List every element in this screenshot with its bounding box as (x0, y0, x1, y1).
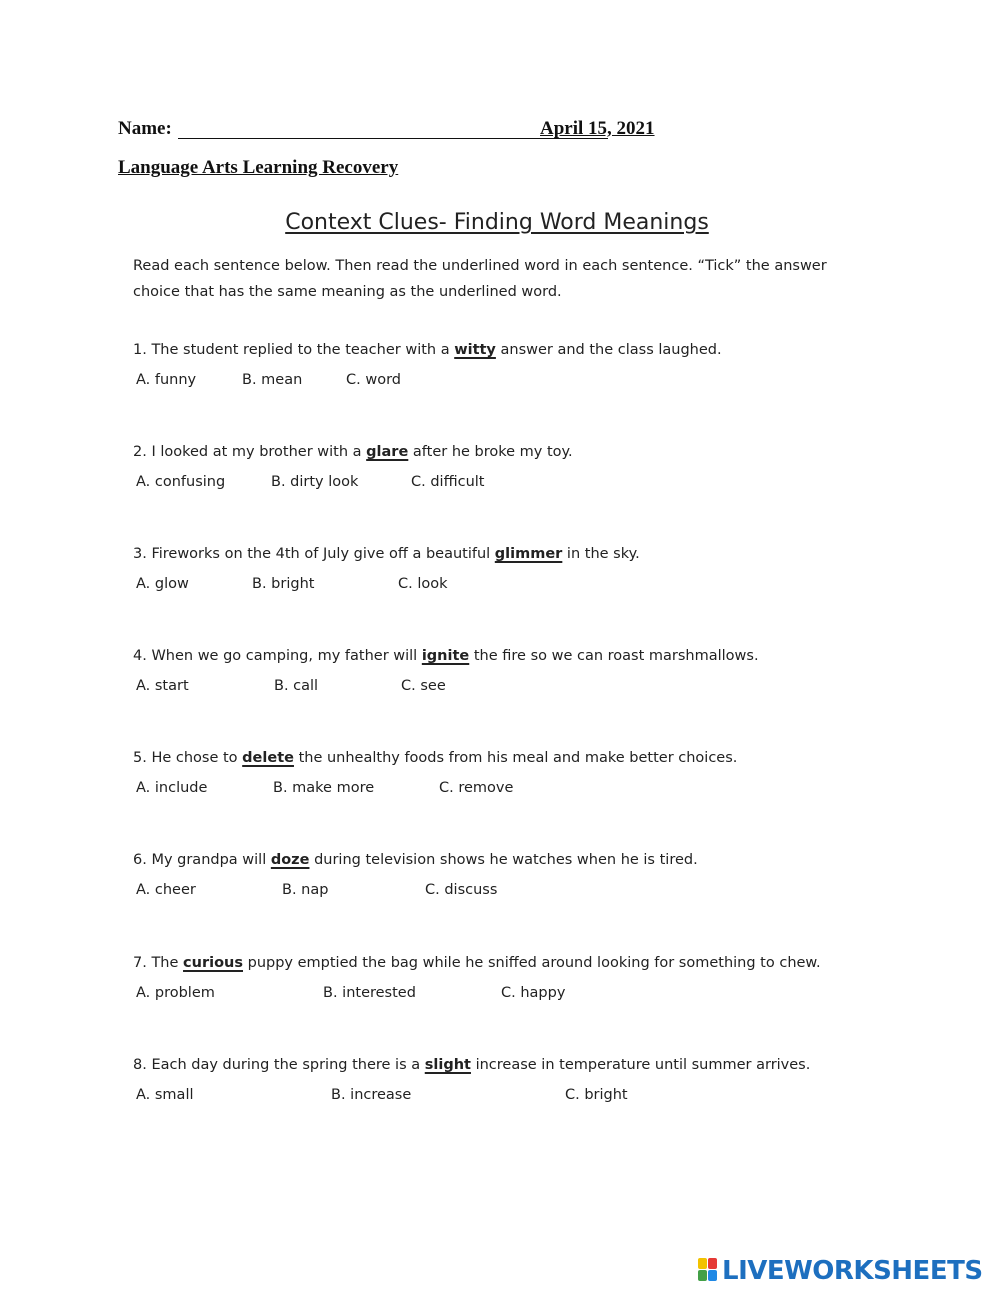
stem-post: the fire so we can roast marshmallows. (469, 648, 759, 664)
stem-post: the unhealthy foods from his meal and make better choices. (293, 750, 738, 766)
question-7 (133, 955, 893, 1005)
option-c[interactable]: C. remove (439, 780, 514, 796)
page-title-text: Context Clues- Finding Word Meanings (285, 210, 709, 235)
question-stem (133, 342, 893, 358)
option-b[interactable]: B. nap (282, 882, 329, 898)
question-2 (133, 444, 893, 494)
option-a[interactable]: A. cheer (136, 882, 196, 898)
option-a[interactable]: A. start (136, 678, 189, 694)
stem-pre: 6. My grandpa will (133, 852, 271, 868)
option-c[interactable]: C. discuss (425, 882, 498, 898)
question-8 (133, 1057, 893, 1107)
option-a[interactable]: A. small (136, 1087, 194, 1103)
stem-post: puppy emptied the bag while he sniffed around looking for something to chew. (243, 955, 821, 971)
underlined-word: witty (454, 342, 496, 358)
option-b[interactable]: B. dirty look (271, 474, 359, 490)
question-stem (133, 750, 893, 766)
answer-options (133, 678, 893, 698)
stem-pre: 5. He chose to (133, 750, 243, 766)
underlined-word: curious (183, 955, 243, 971)
stem-pre: 2. I looked at my brother with a (133, 444, 367, 460)
question-5 (133, 750, 893, 800)
course-title: Language Arts Learning Recovery (118, 157, 399, 178)
name-row (118, 118, 678, 144)
underlined-word: doze (270, 852, 310, 868)
brand-text: LIVEWORKSHEETS (722, 1256, 983, 1286)
question-stem (133, 955, 893, 971)
option-b[interactable]: B. call (274, 678, 319, 694)
stem-post: during television shows he watches when he is tired. (309, 852, 698, 868)
option-b[interactable]: B. increase (331, 1087, 412, 1103)
option-c[interactable]: C. look (398, 576, 448, 592)
option-a[interactable]: A. include (136, 780, 208, 796)
answer-options (133, 882, 893, 902)
question-stem (133, 648, 893, 664)
option-b[interactable]: B. interested (323, 985, 416, 1001)
name-label: Name: (118, 118, 172, 139)
answer-options (133, 372, 893, 392)
option-b[interactable]: B. make more (273, 780, 375, 796)
stem-pre: 8. Each day during the spring there is a (133, 1057, 425, 1073)
underlined-word: slight (424, 1057, 471, 1073)
option-a[interactable]: A. glow (136, 576, 189, 592)
underlined-word: ignite (421, 648, 470, 664)
underlined-word: glare (366, 444, 409, 460)
stem-pre: 3. Fireworks on the 4th of July give off a beautiful (133, 546, 495, 562)
option-c[interactable]: C. bright (565, 1087, 628, 1103)
option-a[interactable]: A. funny (136, 372, 197, 388)
answer-options (133, 1087, 893, 1107)
underlined-word: delete (242, 750, 294, 766)
answer-options (133, 576, 893, 596)
option-c[interactable]: C. difficult (411, 474, 485, 490)
question-6 (133, 852, 893, 902)
liveworksheets-logo-icon (698, 1258, 718, 1282)
worksheet-date: April 15, 2021 (540, 118, 655, 139)
answer-options (133, 985, 893, 1005)
question-4 (133, 648, 893, 698)
question-1 (133, 342, 893, 392)
stem-post: answer and the class laughed. (495, 342, 722, 358)
instructions: Read each sentence below. Then read the underlined word in each sentence. “Tick” the answer choice that has the same meaning as the underlined word. (133, 258, 827, 300)
option-c[interactable]: C. happy (501, 985, 566, 1001)
stem-pre: 7. The (133, 955, 184, 971)
option-a[interactable]: A. confusing (136, 474, 226, 490)
option-c[interactable]: C. word (346, 372, 401, 388)
option-b[interactable]: B. mean (242, 372, 303, 388)
page-title (0, 210, 994, 235)
option-b[interactable]: B. bright (252, 576, 315, 592)
underlined-word: glimmer (494, 546, 563, 562)
liveworksheets-brand (698, 1256, 994, 1286)
stem-post: after he broke my toy. (408, 444, 573, 460)
answer-options (133, 474, 893, 494)
question-3 (133, 546, 893, 596)
stem-pre: 4. When we go camping, my father will (133, 648, 422, 664)
stem-post: in the sky. (562, 546, 640, 562)
option-a[interactable]: A. problem (136, 985, 215, 1001)
stem-pre: 1. The student replied to the teacher with a (133, 342, 455, 358)
option-c[interactable]: C. see (401, 678, 446, 694)
stem-post: increase in temperature until summer arrives. (470, 1057, 811, 1073)
question-stem (133, 444, 893, 460)
question-stem (133, 546, 893, 562)
question-stem (133, 852, 893, 868)
answer-options (133, 780, 893, 800)
question-stem (133, 1057, 893, 1073)
